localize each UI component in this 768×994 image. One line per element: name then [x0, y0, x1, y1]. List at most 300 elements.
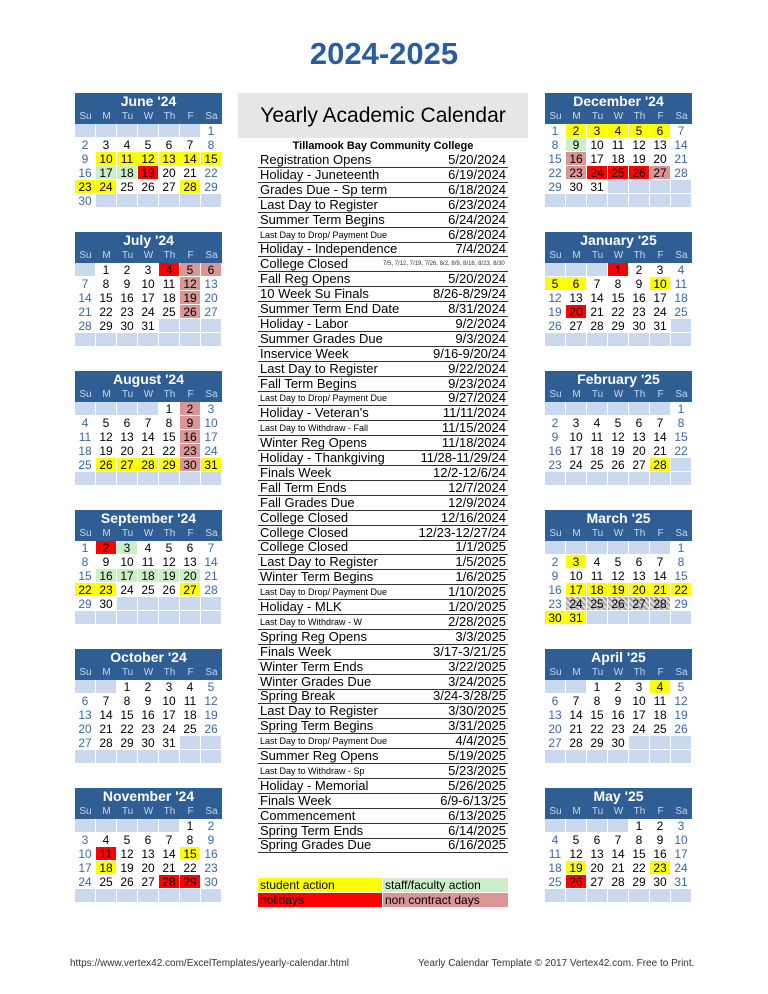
week-row: [545, 152, 692, 166]
week-row: [75, 277, 222, 291]
day-header: Tu: [117, 249, 138, 263]
event-row: [258, 183, 508, 198]
day-cell: 23: [180, 444, 201, 458]
empty-cell: [545, 402, 566, 416]
day-cell: 2: [201, 819, 222, 833]
week-row: [545, 750, 692, 764]
empty-cell: [629, 541, 650, 555]
day-cell: 12: [671, 694, 692, 708]
day-cell: 6: [650, 124, 671, 138]
day-cell: 17: [75, 861, 96, 875]
empty-cell: [650, 402, 671, 416]
day-cell: 3: [650, 263, 671, 277]
event-date: 9/16-9/20/24: [432, 345, 506, 361]
event-label: Fall Term Ends: [260, 479, 347, 495]
day-cell: 15: [608, 291, 629, 305]
day-cell: 19: [545, 305, 566, 319]
empty-cell: [180, 124, 201, 138]
day-cell: 24: [671, 861, 692, 875]
day-cell: 14: [650, 430, 671, 444]
event-label: Finals Week: [260, 464, 332, 480]
event-label: Last Day to Drop/ Payment Due: [260, 393, 388, 404]
empty-cell: [650, 611, 671, 625]
day-cell: 29: [117, 736, 138, 750]
day-cell: 11: [671, 277, 692, 291]
empty-cell: [201, 611, 222, 625]
event-row: [258, 213, 508, 228]
day-cell: 3: [629, 680, 650, 694]
week-row: [75, 416, 222, 430]
day-cell: 15: [180, 847, 201, 861]
day-header: Sa: [201, 388, 222, 402]
day-cell: 26: [159, 583, 180, 597]
empty-cell: [75, 333, 96, 347]
day-cell: 7: [650, 416, 671, 430]
day-cell: 31: [159, 736, 180, 750]
empty-cell: [159, 750, 180, 764]
event-row: [258, 734, 508, 749]
day-cell: 21: [138, 444, 159, 458]
day-cell: 3: [75, 833, 96, 847]
day-cell: 21: [180, 166, 201, 180]
event-row: [258, 317, 508, 332]
event-row: [258, 794, 508, 809]
day-cell: 23: [650, 861, 671, 875]
day-cell: 13: [629, 569, 650, 583]
day-header: M: [96, 527, 117, 541]
day-cell: 12: [629, 138, 650, 152]
empty-cell: [587, 333, 608, 347]
day-cell: 30: [545, 611, 566, 625]
day-cell: 2: [75, 138, 96, 152]
event-date: 5/23/2025: [448, 762, 506, 778]
event-label: Holiday - MLK: [260, 599, 342, 614]
empty-cell: [159, 611, 180, 625]
day-cell: 24: [159, 722, 180, 736]
week-row: [545, 889, 692, 903]
empty-cell: [159, 889, 180, 903]
event-label: Finals Week: [260, 792, 332, 808]
empty-cell: [201, 194, 222, 208]
event-label: Last Day to Register: [260, 554, 378, 570]
day-cell: 2: [545, 416, 566, 430]
day-cell: 29: [159, 458, 180, 472]
week-row: [545, 277, 692, 291]
day-header: W: [608, 388, 629, 402]
day-cell: 23: [545, 458, 566, 472]
event-date: 9/23/2024: [448, 375, 506, 391]
week-row: [545, 180, 692, 194]
day-cell: 4: [180, 680, 201, 694]
month-9: [545, 371, 692, 486]
day-cell: 15: [117, 708, 138, 722]
event-date: 3/24/2025: [448, 673, 506, 689]
empty-cell: [671, 458, 692, 472]
day-cell: 9: [650, 833, 671, 847]
day-cell: 20: [138, 861, 159, 875]
day-cell: 27: [201, 305, 222, 319]
day-cell: 5: [629, 124, 650, 138]
day-cell: 11: [545, 847, 566, 861]
day-cell: 25: [117, 180, 138, 194]
week-row: [75, 750, 222, 764]
event-date: 6/18/2024: [448, 181, 506, 197]
day-cell: 6: [75, 694, 96, 708]
day-cell: 4: [159, 263, 180, 277]
day-cell: 13: [180, 555, 201, 569]
empty-cell: [587, 750, 608, 764]
event-date: 11/18/2024: [441, 435, 506, 451]
empty-cell: [629, 402, 650, 416]
day-cell: 2: [180, 402, 201, 416]
day-cell: 18: [587, 444, 608, 458]
day-header: F: [180, 805, 201, 819]
event-label: Fall Grades Due: [260, 494, 355, 510]
day-header: Th: [159, 388, 180, 402]
day-cell: 17: [159, 708, 180, 722]
event-row: [258, 377, 508, 392]
day-cell: 18: [117, 166, 138, 180]
empty-cell: [159, 194, 180, 208]
event-label: 10 Week Su Finals: [260, 286, 369, 302]
day-cell: 22: [671, 444, 692, 458]
event-row: [258, 257, 508, 272]
event-date: 12/16/2024: [440, 509, 506, 525]
week-row: [75, 291, 222, 305]
day-cell: 7: [566, 694, 587, 708]
day-cell: 1: [117, 680, 138, 694]
empty-cell: [138, 402, 159, 416]
day-cell: 12: [96, 430, 117, 444]
day-cell: 1: [671, 402, 692, 416]
day-cell: 15: [587, 708, 608, 722]
empty-cell: [629, 472, 650, 486]
week-row: [75, 319, 222, 333]
event-date: 11/28-11/29/24: [420, 450, 506, 465]
week-row: [75, 680, 222, 694]
day-cell: 10: [201, 416, 222, 430]
day-cell: 19: [608, 444, 629, 458]
day-cell: 18: [650, 708, 671, 722]
day-header: Sa: [201, 805, 222, 819]
event-label: Winter Reg Opens: [260, 435, 367, 451]
day-cell: 13: [545, 708, 566, 722]
event-date: 9/3/2024: [455, 330, 506, 346]
day-cell: 1: [159, 402, 180, 416]
day-cell: 26: [117, 875, 138, 889]
week-row: [545, 319, 692, 333]
day-cell: 7: [180, 138, 201, 152]
event-row: [258, 511, 508, 526]
empty-cell: [671, 194, 692, 208]
event-date: 9/27/2024: [448, 390, 506, 406]
day-cell: 20: [159, 166, 180, 180]
day-cell: 28: [566, 736, 587, 750]
day-header: Th: [629, 666, 650, 680]
day-cell: 20: [545, 722, 566, 736]
day-cell: 5: [545, 277, 566, 291]
day-cell: 29: [671, 597, 692, 611]
day-cell: 31: [201, 458, 222, 472]
empty-cell: [75, 680, 96, 694]
day-cell: 21: [671, 152, 692, 166]
day-cell: 19: [566, 861, 587, 875]
week-row: [75, 263, 222, 277]
day-cell: 29: [96, 319, 117, 333]
empty-cell: [201, 889, 222, 903]
day-cell: 13: [650, 138, 671, 152]
day-headers: [545, 666, 692, 680]
day-cell: 21: [201, 569, 222, 583]
day-header: Su: [75, 249, 96, 263]
day-cell: 19: [629, 152, 650, 166]
empty-cell: [96, 124, 117, 138]
event-row: [258, 198, 508, 213]
event-label: Last Day to Register: [260, 196, 378, 212]
event-date: 1/5/2025: [455, 554, 506, 570]
day-cell: 24: [566, 458, 587, 472]
event-row: [258, 615, 508, 630]
week-row: [75, 152, 222, 166]
day-header: Su: [545, 388, 566, 402]
day-cell: 21: [75, 305, 96, 319]
day-cell: 1: [587, 680, 608, 694]
day-cell: 25: [650, 722, 671, 736]
day-cell: 27: [159, 180, 180, 194]
event-date: 12/9/2024: [448, 494, 506, 510]
day-cell: 5: [608, 416, 629, 430]
event-row: [258, 242, 508, 257]
event-label: Last Day to Register: [260, 703, 378, 719]
empty-cell: [75, 750, 96, 764]
day-cell: 3: [671, 819, 692, 833]
empty-cell: [587, 819, 608, 833]
day-cell: 7: [587, 277, 608, 291]
day-cell: 24: [650, 305, 671, 319]
week-row: [75, 583, 222, 597]
day-header: Sa: [671, 110, 692, 124]
day-cell: 30: [629, 319, 650, 333]
month-name: December '24: [545, 93, 692, 110]
day-header: Tu: [587, 666, 608, 680]
empty-cell: [138, 333, 159, 347]
event-date: 1/1/2025: [455, 539, 506, 555]
day-cell: 10: [671, 833, 692, 847]
day-header: W: [138, 388, 159, 402]
day-cell: 3: [117, 541, 138, 555]
legend-staff-action: staff/faculty action: [383, 878, 508, 892]
month-name: April '25: [545, 649, 692, 666]
day-header: Sa: [201, 666, 222, 680]
day-cell: 13: [75, 708, 96, 722]
day-header: Tu: [117, 805, 138, 819]
event-label: Last Day to Withdraw - Fall: [260, 423, 369, 434]
day-header: F: [650, 527, 671, 541]
day-header: Th: [629, 249, 650, 263]
empty-cell: [671, 611, 692, 625]
day-cell: 31: [650, 319, 671, 333]
day-cell: 16: [96, 569, 117, 583]
day-cell: 25: [159, 305, 180, 319]
day-cell: 16: [545, 583, 566, 597]
empty-cell: [138, 889, 159, 903]
day-cell: 9: [180, 416, 201, 430]
day-cell: 29: [545, 180, 566, 194]
day-cell: 11: [117, 152, 138, 166]
event-row: [258, 540, 508, 555]
day-cell: 17: [201, 430, 222, 444]
week-row: [75, 555, 222, 569]
day-headers: [75, 388, 222, 402]
day-cell: 12: [159, 555, 180, 569]
month-10: [545, 510, 692, 625]
week-row: [545, 166, 692, 180]
day-header: Su: [75, 666, 96, 680]
empty-cell: [138, 819, 159, 833]
day-cell: 14: [566, 708, 587, 722]
day-headers: [545, 388, 692, 402]
week-row: [75, 430, 222, 444]
empty-cell: [587, 611, 608, 625]
day-cell: 1: [201, 124, 222, 138]
day-header: W: [608, 666, 629, 680]
event-row: [258, 496, 508, 511]
day-cell: 16: [75, 166, 96, 180]
event-row: [258, 660, 508, 675]
day-cell: 25: [671, 305, 692, 319]
day-cell: 11: [138, 555, 159, 569]
empty-cell: [587, 194, 608, 208]
day-headers: [75, 249, 222, 263]
empty-cell: [566, 750, 587, 764]
day-cell: 30: [180, 458, 201, 472]
day-cell: 13: [587, 847, 608, 861]
day-cell: 28: [201, 583, 222, 597]
day-header: F: [650, 388, 671, 402]
event-label: Spring Term Begins: [260, 718, 374, 734]
day-cell: 20: [650, 152, 671, 166]
day-cell: 22: [96, 305, 117, 319]
month-1: [75, 93, 222, 208]
day-header: Tu: [587, 249, 608, 263]
day-cell: 3: [201, 402, 222, 416]
event-date: 5/20/2024: [448, 271, 506, 287]
event-row: [258, 406, 508, 421]
week-row: [75, 819, 222, 833]
empty-cell: [650, 333, 671, 347]
day-cell: 8: [608, 277, 629, 291]
event-label: Last Day to Drop/ Payment Due: [260, 229, 388, 240]
day-cell: 5: [201, 680, 222, 694]
event-row: [258, 719, 508, 734]
week-row: [545, 472, 692, 486]
day-cell: 18: [96, 861, 117, 875]
day-cell: 3: [138, 263, 159, 277]
day-header: Sa: [671, 805, 692, 819]
day-cell: 30: [138, 736, 159, 750]
footer-url[interactable]: https://www.vertex42.com/ExcelTemplates/yearly-calendar.html: [70, 958, 349, 969]
day-cell: 4: [96, 833, 117, 847]
day-cell: 14: [201, 555, 222, 569]
empty-cell: [671, 736, 692, 750]
day-cell: 23: [608, 722, 629, 736]
empty-cell: [201, 597, 222, 611]
event-date: 8/26-8/29/24: [432, 286, 506, 302]
day-cell: 24: [566, 597, 587, 611]
day-cell: 10: [159, 694, 180, 708]
empty-cell: [75, 124, 96, 138]
day-cell: 15: [545, 152, 566, 166]
week-row: [545, 819, 692, 833]
empty-cell: [117, 402, 138, 416]
event-row: [258, 809, 508, 824]
day-cell: 5: [671, 680, 692, 694]
day-cell: 3: [96, 138, 117, 152]
empty-cell: [587, 402, 608, 416]
day-cell: 8: [180, 833, 201, 847]
day-cell: 20: [180, 569, 201, 583]
day-cell: 28: [96, 736, 117, 750]
day-cell: 24: [96, 180, 117, 194]
event-date: 6/19/2024: [448, 166, 506, 182]
day-header: M: [96, 249, 117, 263]
day-header: Tu: [117, 110, 138, 124]
day-cell: 28: [159, 875, 180, 889]
event-label: Last Day to Drop/ Payment Due: [260, 587, 388, 598]
week-row: [545, 555, 692, 569]
empty-cell: [587, 889, 608, 903]
week-row: [75, 847, 222, 861]
empty-cell: [608, 889, 629, 903]
empty-cell: [566, 680, 587, 694]
event-date: 6/9-6/13/25: [440, 792, 506, 808]
event-label: Inservice Week: [260, 345, 349, 361]
day-cell: 10: [587, 138, 608, 152]
day-cell: 19: [96, 444, 117, 458]
day-cell: 5: [159, 541, 180, 555]
empty-cell: [671, 750, 692, 764]
event-label: Registration Opens: [260, 152, 372, 167]
day-cell: 11: [75, 430, 96, 444]
empty-cell: [629, 750, 650, 764]
empty-cell: [650, 889, 671, 903]
week-row: [75, 166, 222, 180]
day-cell: 6: [117, 416, 138, 430]
day-cell: 2: [138, 680, 159, 694]
week-row: [545, 611, 692, 625]
month-12: [545, 788, 692, 903]
event-label: Winter Term Ends: [260, 658, 364, 674]
empty-cell: [545, 889, 566, 903]
event-row: [258, 481, 508, 496]
day-cell: 1: [75, 541, 96, 555]
week-row: [75, 124, 222, 138]
day-header: M: [566, 388, 587, 402]
day-cell: 9: [117, 277, 138, 291]
day-header: M: [96, 110, 117, 124]
day-cell: 18: [608, 152, 629, 166]
month-2: [75, 232, 222, 347]
empty-cell: [608, 750, 629, 764]
week-row: [545, 333, 692, 347]
event-label: College Closed: [260, 509, 349, 525]
day-header: W: [138, 666, 159, 680]
day-cell: 8: [75, 555, 96, 569]
empty-cell: [608, 472, 629, 486]
day-header: M: [96, 666, 117, 680]
day-cell: 27: [75, 736, 96, 750]
day-cell: 22: [75, 583, 96, 597]
